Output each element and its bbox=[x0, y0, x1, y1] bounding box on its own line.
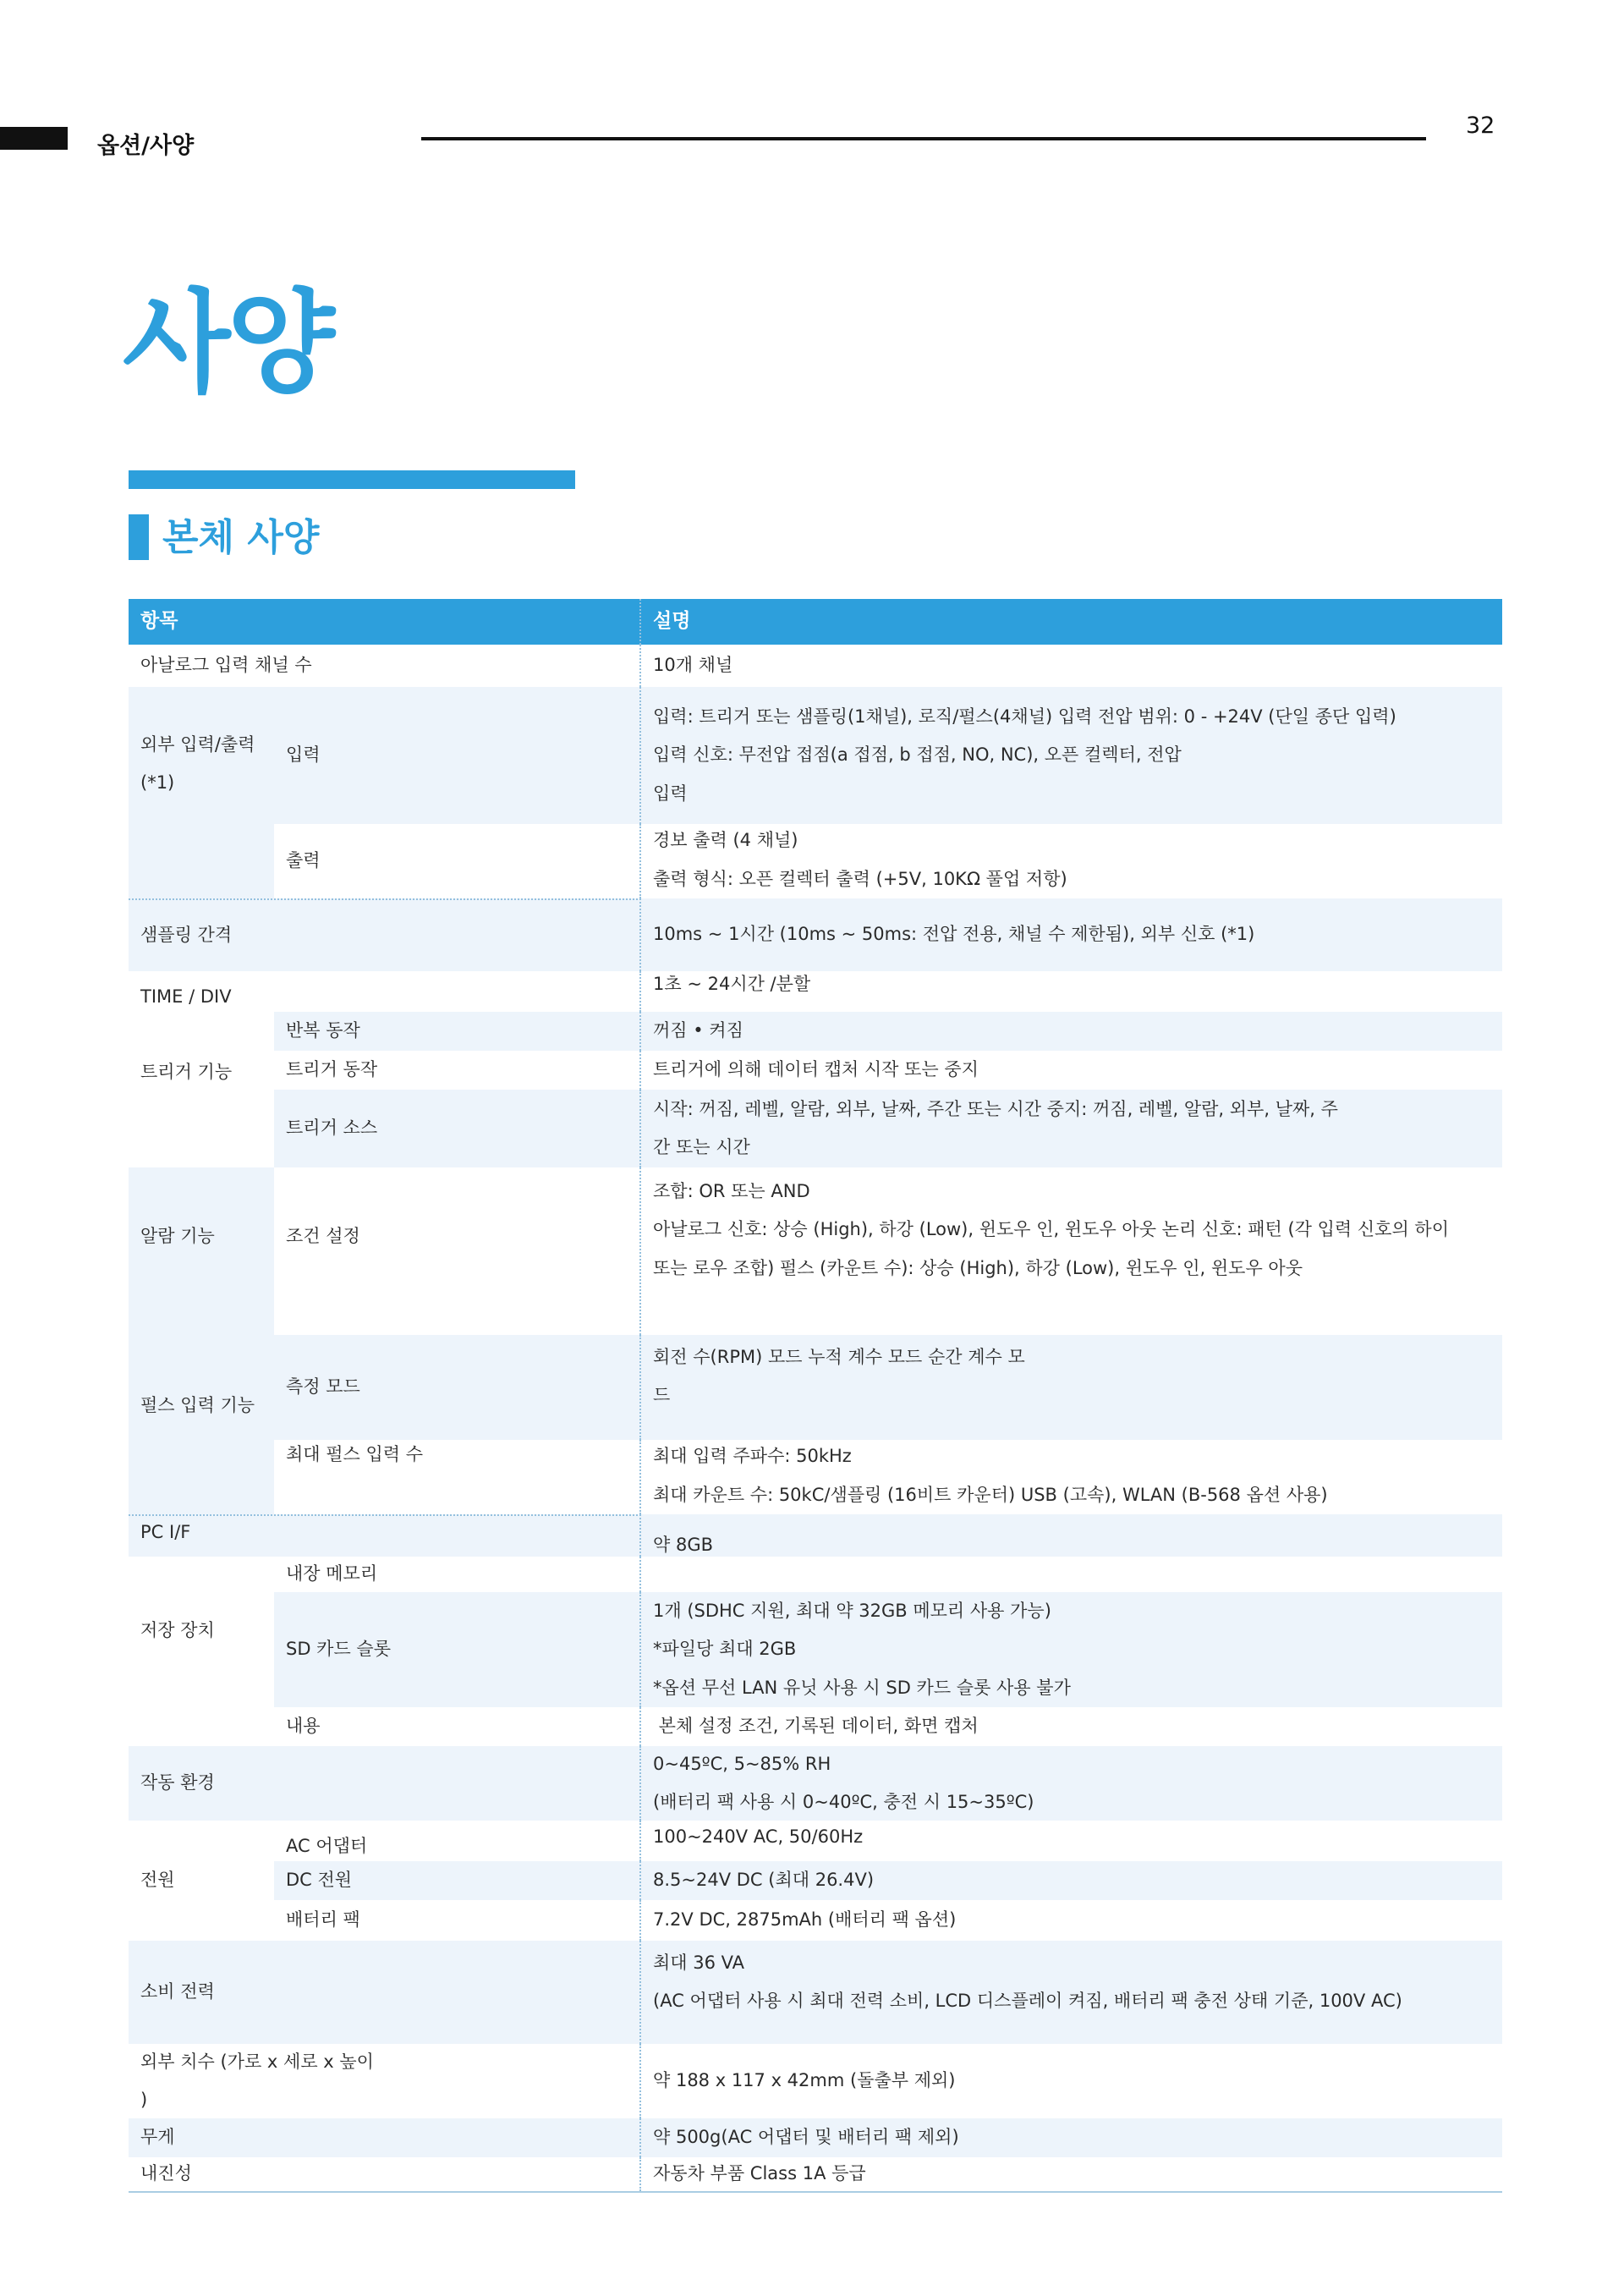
cell-alarm-item: 알람 기능 bbox=[129, 1167, 274, 1335]
cell-timediv-item: TIME / DIV bbox=[129, 971, 641, 1012]
cell-pulse-max-desc: 최대 입력 주파수: 50kHz 최대 카운트 수: 50kC/샘플링 (16비트 카운터) USB (고속), WLAN (B-568 옵션 사용) bbox=[641, 1440, 1502, 1514]
cell-storage-mem-empty bbox=[641, 1557, 1502, 1592]
cell-pulse-item: 펄스 입력 기능 bbox=[129, 1335, 274, 1514]
section-marker bbox=[129, 514, 149, 560]
header-rule bbox=[421, 137, 1426, 140]
cell-power-bat-label: 배터리 팩 bbox=[274, 1900, 641, 1941]
cell-alarm-cond-desc: 조합: OR 또는 AND 아날로그 신호: 상승 (High), 하강 (Low), 윈도우 인, 윈도우 아웃 논리 신호: 패턴 (각 입력 신호의 하이 또는 로우 조합) 펄스 (카운트 수): 상승 (High), 하강 (Low), 윈도우 인, 윈도우 아웃 bbox=[641, 1167, 1502, 1335]
cell-storage-mem-label: 내장 메모리 bbox=[274, 1557, 641, 1592]
cell-pulse-max-label: 최대 펄스 입력 수 bbox=[274, 1440, 641, 1514]
cell-power-bat-desc: 7.2V DC, 2875mAh (배터리 팩 옵션) bbox=[641, 1900, 1502, 1941]
cell-pcif-item: PC I/F bbox=[129, 1514, 641, 1557]
header-section-label: 옵션/사양 bbox=[97, 133, 195, 159]
cell-extio-output-label: 출력 bbox=[274, 824, 641, 898]
cell-weight-desc: 약 500g(AC 어댑터 및 배터리 팩 제외) bbox=[641, 2118, 1502, 2157]
page-title: 사양 bbox=[123, 278, 332, 409]
cell-trigger-repeat-label: 반복 동작 bbox=[274, 1012, 641, 1051]
cell-extio-input-label: 입력 bbox=[274, 687, 641, 824]
header-cell-desc: 설명 bbox=[641, 599, 1502, 645]
cell-power-ac-label: AC 어댑터 bbox=[274, 1821, 641, 1861]
cell-trigger-action-desc: 트리거에 의해 데이터 캡처 시작 또는 중지 bbox=[641, 1051, 1502, 1090]
cell-sampling-item: 샘플링 간격 bbox=[129, 898, 641, 971]
cell-storage-content-desc: 본체 설정 조건, 기록된 데이터, 화면 캡처 bbox=[641, 1707, 1502, 1746]
cell-power-dc-label: DC 전원 bbox=[274, 1861, 641, 1900]
cell-storage-mem-desc: 약 8GB bbox=[641, 1514, 1502, 1557]
cell-extio-output-desc: 경보 출력 (4 채널) 출력 형식: 오픈 컬렉터 출력 (+5V, 10KΩ 풀업 저항) bbox=[641, 824, 1502, 898]
cell-vibration-desc: 자동차 부품 Class 1A 등급 bbox=[641, 2157, 1502, 2191]
header-cell-item: 항목 bbox=[129, 599, 641, 645]
cell-weight-item: 무게 bbox=[129, 2118, 641, 2157]
cell-analog-item: 아날로그 입력 채널 수 bbox=[129, 645, 641, 687]
cell-trigger-repeat-desc: 꺼짐 • 켜짐 bbox=[641, 1012, 1502, 1051]
cell-power-item: 전원 bbox=[129, 1821, 274, 1941]
cell-dims-item: 외부 치수 (가로 x 세로 x 높이 ) bbox=[129, 2044, 641, 2118]
cell-alarm-cond-label: 조건 설정 bbox=[274, 1167, 641, 1335]
cell-env-desc: 0~45ºC, 5~85% RH (배터리 팩 사용 시 0~40ºC, 충전 시 15~35ºC) bbox=[641, 1746, 1502, 1821]
cell-power-dc-desc: 8.5~24V DC (최대 26.4V) bbox=[641, 1861, 1502, 1900]
header-marker bbox=[0, 127, 68, 150]
cell-power-ac-desc: 100~240V AC, 50/60Hz bbox=[641, 1821, 1502, 1861]
cell-trigger-action-label: 트리거 동작 bbox=[274, 1051, 641, 1090]
cell-trigger-item: 트리거 기능 bbox=[129, 1012, 274, 1167]
cell-dims-desc: 약 188 x 117 x 42mm (돌출부 제외) bbox=[641, 2044, 1502, 2118]
cell-pulse-mode-label: 측정 모드 bbox=[274, 1335, 641, 1440]
cell-extio-input-desc: 입력: 트리거 또는 샘플링(1채널), 로직/펄스(4채널) 입력 전압 범위: 0 - +24V (단일 종단 입력) 입력 신호: 무전압 접점(a 접점, b 접점, NO, NC), 오픈 컬렉터, 전압 입력 bbox=[641, 687, 1502, 824]
spec-table bbox=[129, 599, 1502, 2193]
cell-env-item: 작동 환경 bbox=[129, 1746, 641, 1821]
cell-extio-item: 외부 입력/출력 (*1) bbox=[129, 687, 274, 898]
page-number: 32 bbox=[1466, 113, 1495, 139]
cell-consumption-desc: 최대 36 VA (AC 어댑터 사용 시 최대 전력 소비, LCD 디스플레이 켜짐, 배터리 팩 충전 상태 기준, 100V AC) bbox=[641, 1941, 1502, 2044]
cell-analog-desc: 10개 채널 bbox=[641, 645, 1502, 687]
cell-trigger-source-desc: 시작: 꺼짐, 레벨, 알람, 외부, 날짜, 주간 또는 시간 중지: 꺼짐, 레벨, 알람, 외부, 날짜, 주 간 또는 시간 bbox=[641, 1090, 1502, 1167]
cell-vibration-item: 내진성 bbox=[129, 2157, 641, 2191]
section-title: 본체 사양 bbox=[162, 516, 320, 559]
cell-timediv-desc: 1초 ~ 24시간 /분할 bbox=[641, 971, 1502, 1012]
cell-consumption-item: 소비 전력 bbox=[129, 1941, 641, 2044]
cell-sampling-desc: 10ms ~ 1시간 (10ms ~ 50ms: 전압 전용, 채널 수 제한됨), 외부 신호 (*1) bbox=[641, 898, 1502, 971]
cell-pulse-mode-desc: 회전 수(RPM) 모드 누적 계수 모드 순간 계수 모 드 bbox=[641, 1335, 1502, 1440]
cell-storage-sd-desc: 1개 (SDHC 지원, 최대 약 32GB 메모리 사용 가능) *파일당 최대 2GB *옵션 무선 LAN 유닛 사용 시 SD 카드 슬롯 사용 불가 bbox=[641, 1592, 1502, 1707]
cell-storage-sd-label: SD 카드 슬롯 bbox=[274, 1592, 641, 1707]
title-underline-bar bbox=[129, 470, 575, 489]
cell-storage-item: 저장 장치 bbox=[129, 1557, 274, 1746]
cell-storage-content-label: 내용 bbox=[274, 1707, 641, 1746]
cell-trigger-source-label: 트리거 소스 bbox=[274, 1090, 641, 1167]
